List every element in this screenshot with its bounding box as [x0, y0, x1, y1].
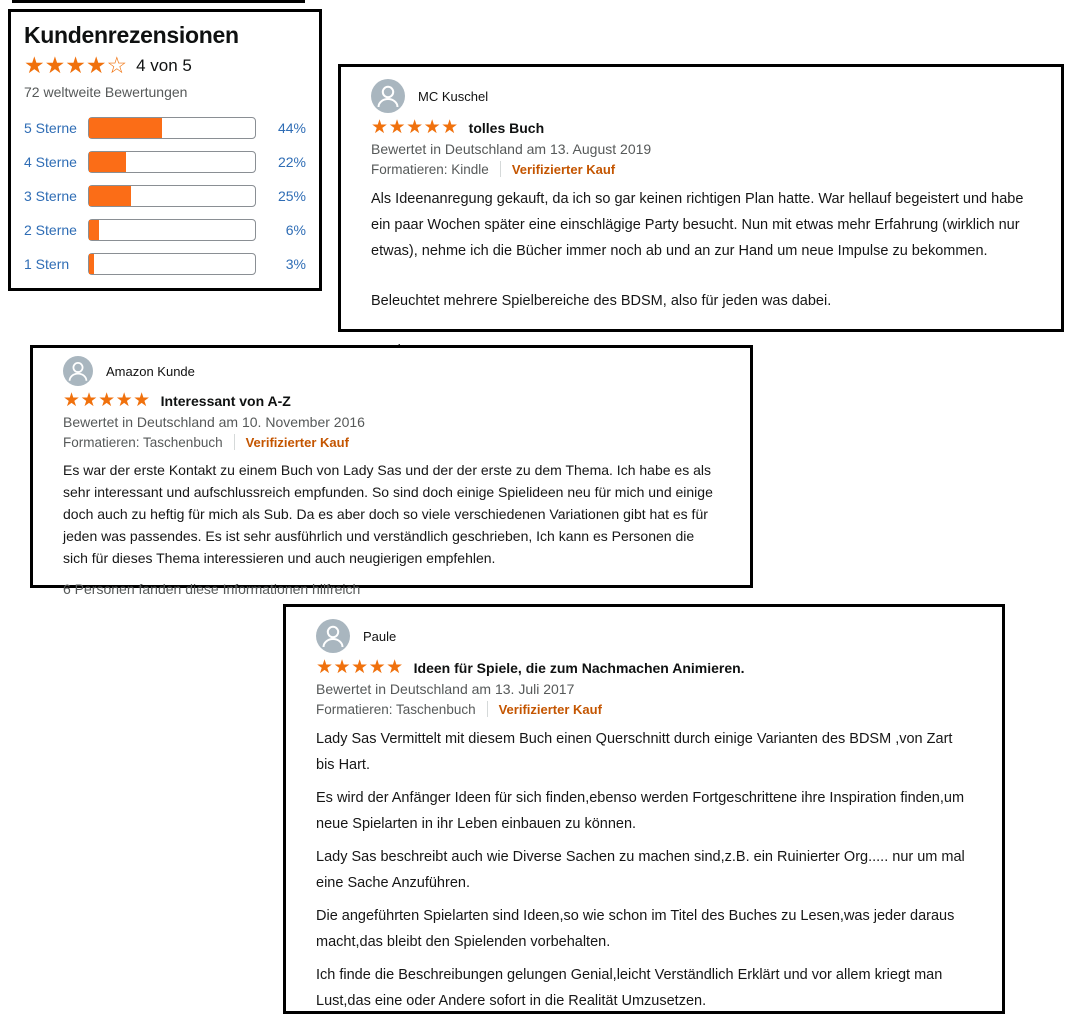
review-date: Bewertet in Deutschland am 13. August 2019	[371, 141, 652, 157]
histogram-row-5-star[interactable]	[24, 117, 306, 139]
review-meta-row	[63, 434, 720, 450]
review-body	[316, 726, 972, 1014]
customer-reviews-summary	[8, 9, 322, 291]
review-title[interactable]: Interessant von A-Z	[160, 392, 291, 409]
reviewer-profile-link[interactable]	[316, 619, 972, 653]
review-paragraph: Es war der erste Kontakt zu einem Buch von Lady Sas und der der erste zu dem Thema. Ich habe es als sehr interessant und aufschlussreich empfunden. So sind doch einige Spielideen neu für mich und einige doch auch zu heftig für mich als Sub. Da es aber doch so viele verschiedenen Variationen gibt hat es für jeden was passendes. Es ist sehr ausführlich und verständlich geschrieben, Ich kann es Personen die sich für dieses Thema interessieren und auch neugierigen empfehlen.	[63, 462, 713, 566]
review-paragraph: Als Ideenanregung gekauft, da ich so gar keinen richtigen Plan hatte. War hellauf begeistert und habe ein paar Wochen später eine einschlägige Party besucht. Nun mit etwas mehr Erfahrung (wirklich nur etwas), nehme ich die Bücher immer noch ab und an zur Hand um neue Impulse zu bekommen.	[371, 191, 1024, 259]
avatar[interactable]	[63, 356, 93, 386]
histogram-bar[interactable]	[88, 185, 256, 207]
ratings-histogram	[24, 117, 306, 275]
review-rating-stars-icon: ★★★★★	[316, 657, 404, 678]
histogram-percent-link[interactable]: 44%	[277, 120, 306, 136]
histogram-bar-fill	[89, 186, 131, 206]
verified-purchase-link[interactable]: Verifizierter Kauf	[498, 701, 602, 717]
histogram-bar-fill	[89, 254, 94, 274]
reviewer-name[interactable]: Amazon Kunde	[106, 363, 195, 379]
review-rating-stars-icon: ★★★★★	[63, 390, 151, 411]
review-title[interactable]: tolles Buch	[468, 119, 545, 136]
histogram-percent-link[interactable]: 3%	[285, 256, 306, 272]
review-card	[30, 345, 753, 597]
average-rating-row	[24, 54, 306, 77]
person-icon	[371, 79, 405, 113]
star-filter-link[interactable]: 4 Sterne	[24, 154, 77, 170]
histogram-bar[interactable]	[88, 117, 256, 139]
page-title: Kundenrezensionen	[24, 22, 239, 48]
review-body	[371, 186, 1031, 364]
histogram-percent-link[interactable]: 6%	[285, 222, 306, 238]
verified-purchase-link[interactable]: Verifizierter Kauf	[245, 434, 349, 450]
review-title-link[interactable]	[371, 118, 1031, 137]
average-rating-stars-icon: ★★★★☆	[24, 52, 128, 78]
histogram-bar[interactable]	[88, 219, 256, 241]
histogram-percent-link[interactable]: 25%	[277, 188, 306, 204]
avatar[interactable]	[316, 619, 350, 653]
review-paragraph: Die angeführten Spielarten sind Ideen,so wie schon im Titel des Buches zu Lesen,was jeder daraus macht,das bleibt den Spielenden vorbehalten.	[316, 908, 955, 950]
meta-divider	[500, 161, 501, 177]
verified-purchase-link[interactable]: Verifizierter Kauf	[511, 161, 616, 177]
format-link[interactable]: Formatieren: Taschenbuch	[316, 701, 476, 717]
review-card	[283, 604, 1005, 1014]
review-meta-row	[316, 701, 972, 717]
reviewer-name[interactable]: MC Kuschel	[418, 88, 489, 104]
review-date: Bewertet in Deutschland am 10. November 2016	[63, 414, 365, 430]
star-filter-link[interactable]: 3 Sterne	[24, 188, 77, 204]
review-date: Bewertet in Deutschland am 13. Juli 2017	[316, 681, 575, 697]
histogram-bar[interactable]	[88, 151, 256, 173]
reviewer-profile-link[interactable]	[63, 356, 720, 386]
review-paragraph: Ich finde die Beschreibungen gelungen Genial,leicht Verständlich Erklärt und vor allem kriegt man Lust,das eine oder Andere sofort in die Realität Umzusetzen.	[316, 967, 943, 1009]
histogram-bar-fill	[89, 118, 162, 138]
histogram-row-3-star[interactable]	[24, 185, 306, 207]
person-icon	[316, 619, 350, 653]
review-paragraph: Lady Sas Vermittelt mit diesem Buch einen Querschnitt durch einige Varianten des BDSM ,von Zart bis Hart.	[316, 731, 953, 773]
review-body	[63, 459, 720, 569]
reviewer-profile-link[interactable]	[371, 79, 1031, 113]
review-card	[338, 64, 1064, 332]
review-title[interactable]: Ideen für Spiele, die zum Nachmachen Animieren.	[413, 659, 745, 676]
average-rating-label: 4 von 5	[136, 55, 192, 75]
review-rating-stars-icon: ★★★★★	[371, 117, 459, 138]
histogram-bar-fill	[89, 220, 99, 240]
star-filter-link[interactable]: 1 Stern	[24, 256, 70, 272]
histogram-bar-fill	[89, 152, 126, 172]
review-paragraph: Beleuchtet mehrere Spielbereiche des BDSM, also für jeden was dabei.	[371, 293, 832, 309]
star-filter-link[interactable]: 2 Sterne	[24, 222, 77, 238]
histogram-bar[interactable]	[88, 253, 256, 275]
histogram-row-4-star[interactable]	[24, 151, 306, 173]
person-icon	[63, 356, 93, 386]
crop-artifact-line	[12, 0, 305, 3]
histogram-row-1-star[interactable]	[24, 253, 306, 275]
helpful-count-label: 6 Personen fanden diese Informationen hilfreich	[63, 581, 361, 597]
review-paragraph: Lady Sas beschreibt auch wie Diverse Sachen zu machen sind,z.B. ein Ruinierter Org..... nur um mal eine Sache Anzuführen.	[316, 849, 965, 891]
meta-divider	[234, 434, 235, 450]
format-link[interactable]: Formatieren: Taschenbuch	[63, 434, 223, 450]
review-paragraph: Es wird der Anfänger Ideen für sich finden,ebenso werden Fortgeschrittene ihre Inspiration finden,um neue Spielarten in ihr Leben einbauen zu können.	[316, 790, 965, 832]
review-title-link[interactable]	[63, 391, 720, 410]
review-title-link[interactable]	[316, 658, 972, 677]
histogram-percent-link[interactable]: 22%	[277, 154, 306, 170]
star-filter-link[interactable]: 5 Sterne	[24, 120, 77, 136]
review-meta-row	[371, 161, 1031, 177]
reviewer-name[interactable]: Paule	[363, 628, 397, 644]
avatar[interactable]	[371, 79, 405, 113]
meta-divider	[487, 701, 488, 717]
histogram-row-2-star[interactable]	[24, 219, 306, 241]
format-link[interactable]: Formatieren: Kindle	[371, 161, 489, 177]
total-ratings-label: 72 weltweite Bewertungen	[24, 84, 188, 100]
